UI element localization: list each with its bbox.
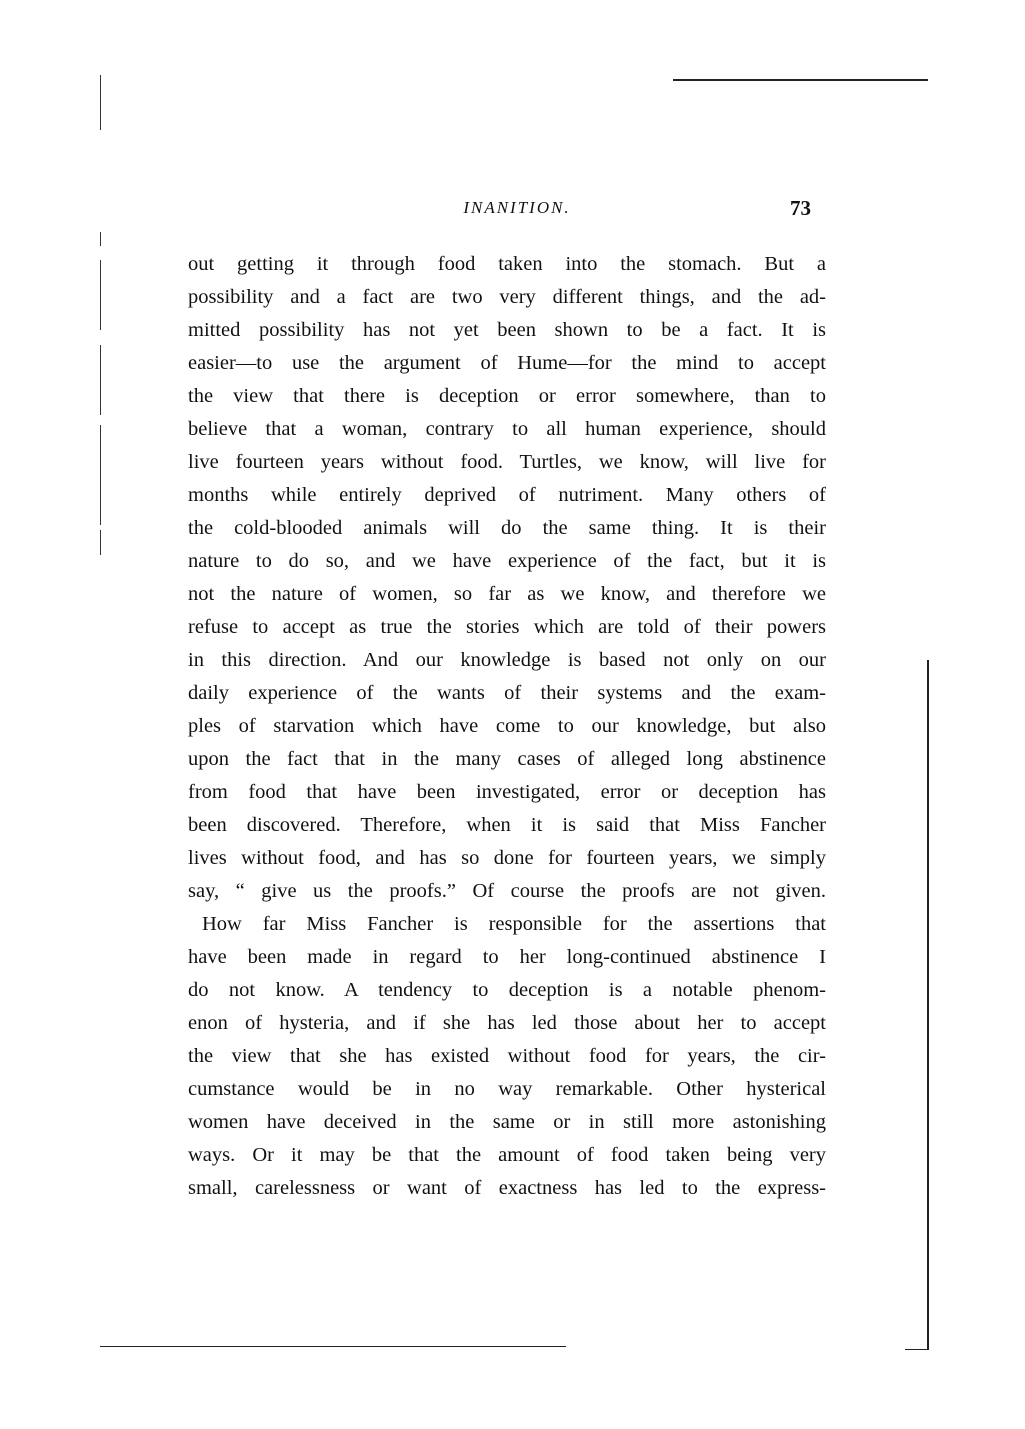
text-line: small, carelessness or want of exactness has led to the express- [188, 1177, 826, 1199]
margin-mark [100, 232, 101, 246]
text-line: lives without food, and has so done for fourteen years, we simply [188, 847, 826, 869]
margin-mark [100, 345, 101, 415]
margin-mark [100, 425, 101, 525]
text-line: from food that have been investigated, error or deception has [188, 781, 826, 803]
text-line: live fourteen years without food. Turtles, we know, will live for [188, 451, 826, 473]
text-line: the view that there is deception or error somewhere, than to [188, 385, 826, 407]
paragraph [188, 908, 826, 1205]
text-line: say, “ give us the proofs.” Of course the proofs are not given. [188, 880, 826, 902]
text-line: ways. Or it may be that the amount of food taken being very [188, 1144, 826, 1166]
text-line: daily experience of the wants of their systems and the exam- [188, 682, 826, 704]
text-line: refuse to accept as true the stories which are told of their powers [188, 616, 826, 638]
text-line: been discovered. Therefore, when it is said that Miss Fancher [188, 814, 826, 836]
text-line: enon of hysteria, and if she has led those about her to accept [188, 1012, 826, 1034]
text-line: believe that a woman, contrary to all human experience, should [188, 418, 826, 440]
text-line: cumstance would be in no way remarkable. Other hysterical [188, 1078, 826, 1100]
text-line: out getting it through food taken into the stomach. But a [188, 253, 826, 275]
text-line: in this direction. And our knowledge is based not only on our [188, 649, 826, 671]
body-text [188, 248, 826, 1205]
text-line: easier—to use the argument of Hume—for the mind to accept [188, 352, 826, 374]
text-line: months while entirely deprived of nutriment. Many others of [188, 484, 826, 506]
bottom-left-rule [100, 1346, 566, 1347]
text-line: ples of starvation which have come to our knowledge, but also [188, 715, 826, 737]
text-line: the cold-blooded animals will do the same thing. It is their [188, 517, 826, 539]
right-margin-rule [927, 660, 929, 1350]
running-title: INANITION. [463, 198, 571, 217]
paragraph [188, 248, 826, 908]
text-line: women have deceived in the same or in still more astonishing [188, 1111, 826, 1133]
text-line: not the nature of women, so far as we know, and therefore we [188, 583, 826, 605]
text-line: the view that she has existed without food for years, the cir- [188, 1045, 826, 1067]
corner-mark [905, 1349, 927, 1350]
text-line: do not know. A tendency to deception is a notable phenom- [188, 979, 826, 1001]
text-line: mitted possibility has not yet been shown to be a fact. It is [188, 319, 826, 341]
text-line: upon the fact that in the many cases of alleged long abstinence [188, 748, 826, 770]
margin-mark [100, 260, 101, 330]
top-right-rule [673, 79, 928, 81]
text-line: How far Miss Fancher is responsible for the assertions that [202, 913, 826, 935]
margin-mark [100, 75, 101, 130]
text-line: possibility and a fact are two very different things, and the ad- [188, 286, 826, 308]
page-number: 73 [790, 196, 811, 220]
text-line: nature to do so, and we have experience of the fact, but it is [188, 550, 826, 572]
text-line: have been made in regard to her long-continued abstinence I [188, 946, 826, 968]
margin-mark [100, 530, 101, 555]
